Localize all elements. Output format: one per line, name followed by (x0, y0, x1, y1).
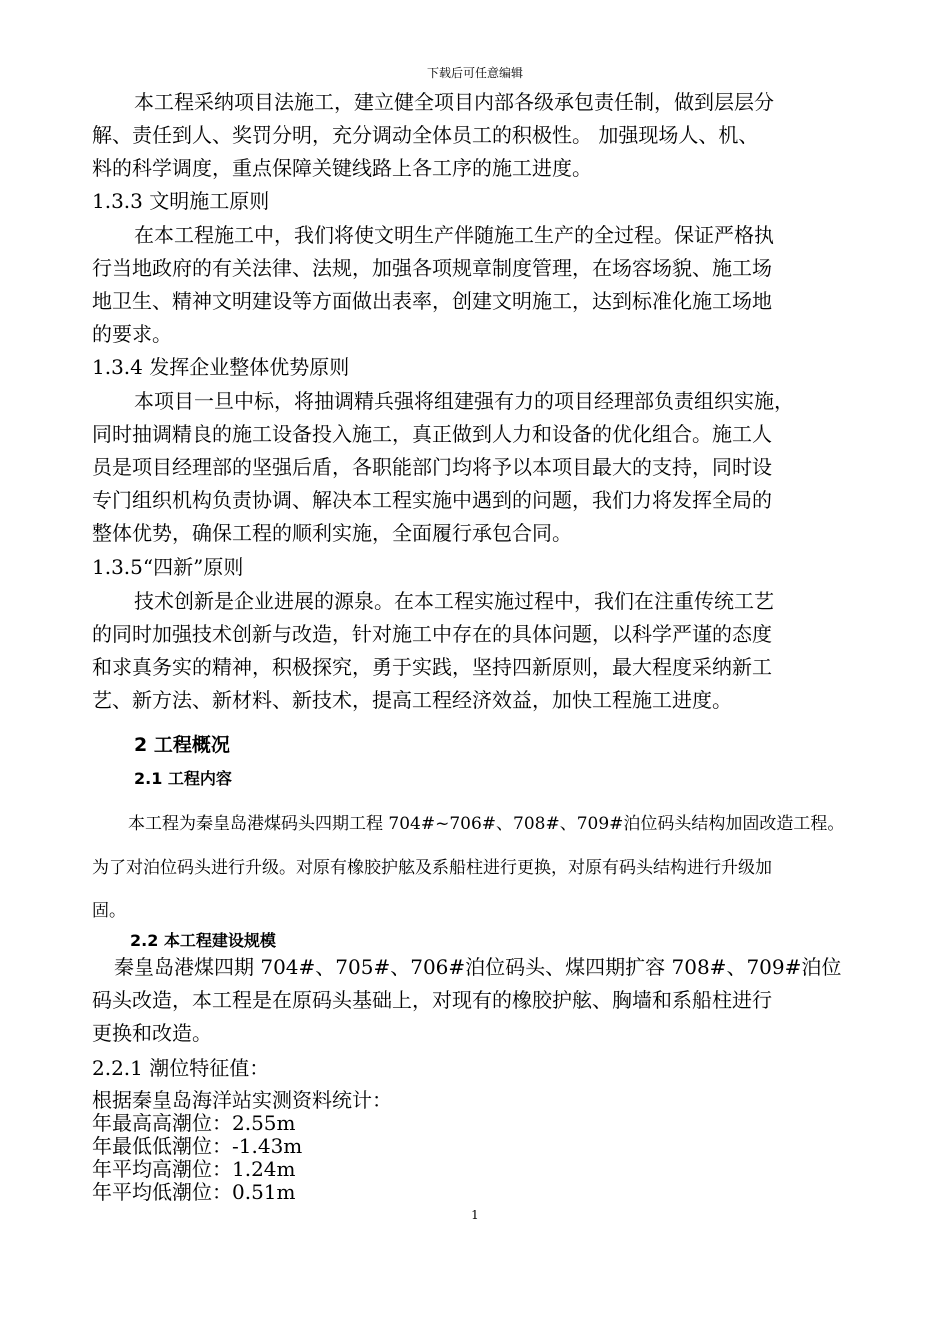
text-line: 的同时加强技术创新与改造，针对施工中存在的具体问题，以科学严谨的态度 (92, 622, 772, 646)
paragraph-enterprise-advantage (92, 385, 872, 550)
tide-line: 年最高高潮位：2.55m (92, 1111, 296, 1135)
tide-line: 年最低低潮位：-1.43m (92, 1134, 303, 1158)
text-line: 技术创新是企业进展的源泉。在本工程实施过程中，我们在注重传统工艺 (134, 589, 774, 613)
heading-1-3-3: 1.3.3 文明施工原则 (92, 189, 270, 213)
text-line: 本工程采纳项目法施工，建立健全项目内部各级承包责任制，做到层层分 (134, 90, 774, 114)
heading-1-3-4: 1.3.4 发挥企业整体优势原则 (92, 355, 350, 379)
tide-line: 年平均低潮位：0.51m (92, 1180, 296, 1204)
text-line: 艺、新方法、新材料、新技术，提高工程经济效益，加快工程施工进度。 (92, 688, 732, 712)
header-note: 下载后可任意编辑 (426, 66, 523, 80)
heading-2-2: 2.2 本工程建设规模 (130, 931, 276, 950)
paragraph-project-method (92, 86, 872, 185)
text-line: 的要求。 (92, 322, 172, 346)
paragraph-project-content (92, 814, 844, 834)
text-line: 为了对泊位码头进行升级。对原有橡胶护舷及系船柱进行更换，对原有码头结构进行升级加 (92, 858, 772, 878)
text-line: 解、责任到人、奖罚分明，充分调动全体员工的积极性。 加强现场人、机、 (92, 123, 759, 147)
text-line: 行当地政府的有关法律、法规，加强各项规章制度管理，在场容场貌、施工场 (92, 256, 772, 280)
text-line: 专门组织机构负责协调、解决本工程实施中遇到的问题，我们力将发挥全局的 (92, 488, 772, 512)
text-line: 料的科学调度，重点保障关键线路上各工序的施工进度。 (92, 156, 592, 180)
text-line: 更换和改造。 (92, 1021, 212, 1045)
text-line: 整体优势，确保工程的顺利实施，全面履行承包合同。 (92, 521, 572, 545)
paragraph-construction-scale (92, 951, 872, 1050)
text-line: 本项目一旦中标，将抽调精兵强将组建强有力的项目经理部负责组织实施， (134, 389, 794, 413)
text-line: 本工程为秦皇岛港煤码头四期工程 704#~706#、708#、709#泊位码头结构加固改造工程。 (128, 814, 845, 834)
text-line: 秦皇岛港煤四期 704#、705#、706#泊位码头、煤四期扩容 708#、709#泊位 (114, 955, 842, 979)
tide-source-line: 根据秦皇岛海洋站实测资料统计： (92, 1088, 392, 1112)
text-line: 在本工程施工中，我们将使文明生产伴随施工生产的全过程。保证严格执 (134, 223, 774, 247)
heading-2-1: 2.1 工程内容 (134, 769, 232, 788)
paragraph-civilized-construction (92, 219, 872, 351)
heading-2-2-1: 2.2.1 潮位特征值： (92, 1056, 270, 1080)
text-line: 地卫生、精神文明建设等方面做出表率，创建文明施工，达到标准化施工场地 (92, 289, 772, 313)
heading-2-project-overview: 2 工程概况 (134, 734, 230, 756)
text-line: 同时抽调精良的施工设备投入施工，真正做到人力和设备的优化组合。施工人 (92, 422, 772, 446)
tide-line: 年平均高潮位：1.24m (92, 1157, 296, 1181)
text-line: 固。 (92, 901, 126, 921)
text-line: 码头改造，本工程是在原码头基础上，对现有的橡胶护舷、胸墙和系船柱进行 (92, 988, 772, 1012)
heading-1-3-5: 1.3.5“四新”原则 (92, 555, 244, 579)
text-line: 员是项目经理部的坚强后盾，各职能部门均将予以本项目最大的支持，同时设 (92, 455, 772, 479)
tide-data-list (92, 1089, 392, 1204)
paragraph-four-new (92, 585, 872, 717)
text-line: 和求真务实的精神，积极探究，勇于实践，坚持四新原则，最大程度采纳新工 (92, 655, 772, 679)
page-number: 1 (471, 1208, 479, 1222)
